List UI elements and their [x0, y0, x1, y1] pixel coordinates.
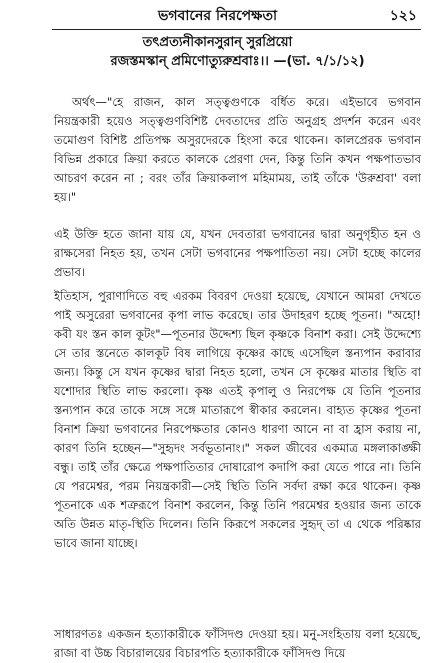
verse-line-1: তৎপ্রত্যনীকানসুরান্ সুরপ্রিয়ো — [142, 35, 293, 50]
paragraph-explanation — [54, 225, 421, 282]
header-divider — [52, 29, 421, 30]
paragraph-text: অর্থৎ—"হে রাজন, কাল সত্ত্বগুণকে বর্ধিত করে। এইভাবে ভগবান নিয়ন্ত্রকারী হয়েও সত্ত্বগুণবিশিষ্ট দেবতাদের প্রতি অনুগ্রহ প্রদর্শন করেন এবং তমোগুণ বিশিষ্ট প্রতিপক্ষ অসুরদেরকে হিংসা করে থাকেন। কালপ্রেরক ভগবান বিভিন্ন প্রকারে ক্রিয়া করতে কালকে প্রেরণা দেন, কিন্তু তিনি কখন পক্ষপাতভাব আচরণ করেন না ; বরং তাঁর ক্রিয়াকলাপ মহিমাময়, তাই তাঁকে 'উরুশ্রবা' বলা হয়।" — [54, 95, 421, 204]
paragraph-punishment — [54, 625, 421, 663]
paragraph-text: এই উক্তি হতে জানা যায় যে, যখন দেবতারা ভগবানের দ্বারা অনুগৃহীত হন ও রাক্ষসেরা নিহত হয়, তখন সেটা ভগবানের পক্ষপাতিতা নয়। সেটা হচ্ছে কালের প্রভাব। — [54, 227, 421, 279]
verse-line-2: রজস্তমস্কান্ প্রমিণোত্যুরুশ্রবাঃ।। —(ভা. ৭/১/১২) — [110, 54, 365, 69]
paragraph-translation — [54, 93, 421, 207]
page-number: ১২১ — [389, 8, 417, 24]
running-header-title: ভগবানের নিরপেক্ষতা — [157, 8, 278, 24]
paragraph-text: ইতিহাস, পুরাণাদিতে বহু এরকম বিবরণ দেওয়া হয়েছে, যেখানে আমরা দেখতে পাই অসুরেরা ভগবানের কৃপা লাভ করেছে। তার উদাহরণ হচ্ছে পূতনা। "অহো! কবী যং স্তন কাল কূটং"—পূতনার উদ্দেশ্য ছিল কৃষ্ণকে বিনাশ করা। সেই উদ্দেশ্যে সে তার স্তনেতে কালকূট বিষ লাগিয়ে কৃষ্ণের কাছে এসেছিল স্তন্যপান করাবার জন্য। কিন্তু সে যখন কৃষ্ণের দ্বারা নিহত হলো, তখন সে কৃষ্ণের মাতার স্থিতি বা যশোদার স্থিতি লাভ করলো। কৃষ্ণ এতই কৃপালু ও নিরপেক্ষ যে তিনি পূতনার স্তন্যপান করে তাকে সঙ্গে সঙ্গে মাতারূপে স্বীকার করলেন। বাহ্যত কৃষ্ণের পূতনা বিনাশ ক্রিয়া ভগবানের নিরপেক্ষতার কোনও ধারণা আনে না বা হ্রাস করায় না, কারণ তিনি হচ্ছেন—"সুহৃদং সর্বভূতানাং।" সকল জীবের একমাত্র মঙ্গলাকাঙ্ক্ষী বন্ধু। তাই তাঁর ক্ষেত্রে পক্ষপাতিতার দোষারোপ কদাপি করা যেতে পারে না। তিনি যে পরমেশ্বর, পরম নিয়ন্ত্রকারী—সেই স্থিতি তিনি সর্বদা রক্ষা করে থাকেন। কৃষ্ণ পূতনাকে এক শত্রুরূপে বিনাশ করলেন, কিন্তু তিনি পরমেশ্বর হওয়ার জন্য তাকে অতি উন্নত মাতৃ-স্থিতি দিলেন। তিনি কিরূপে সকলের সুহৃদ্ তা এ থেকে পরিষ্কার ভাবে জানা যাচ্ছে। — [54, 289, 421, 550]
paragraph-text: সাধারণতঃ একজন হত্যাকারীকে ফাঁসিদণ্ড দেওয়া হয়। মনু-সংহিতায় বলা হয়েছে, রাজা বা উচ্চ বিচারালয়ের বিচারপতি হত্যাকারীকে ফাঁসিদণ্ড দিয়ে — [54, 627, 421, 660]
paragraph-history — [54, 287, 421, 553]
sanskrit-verse — [0, 33, 435, 71]
